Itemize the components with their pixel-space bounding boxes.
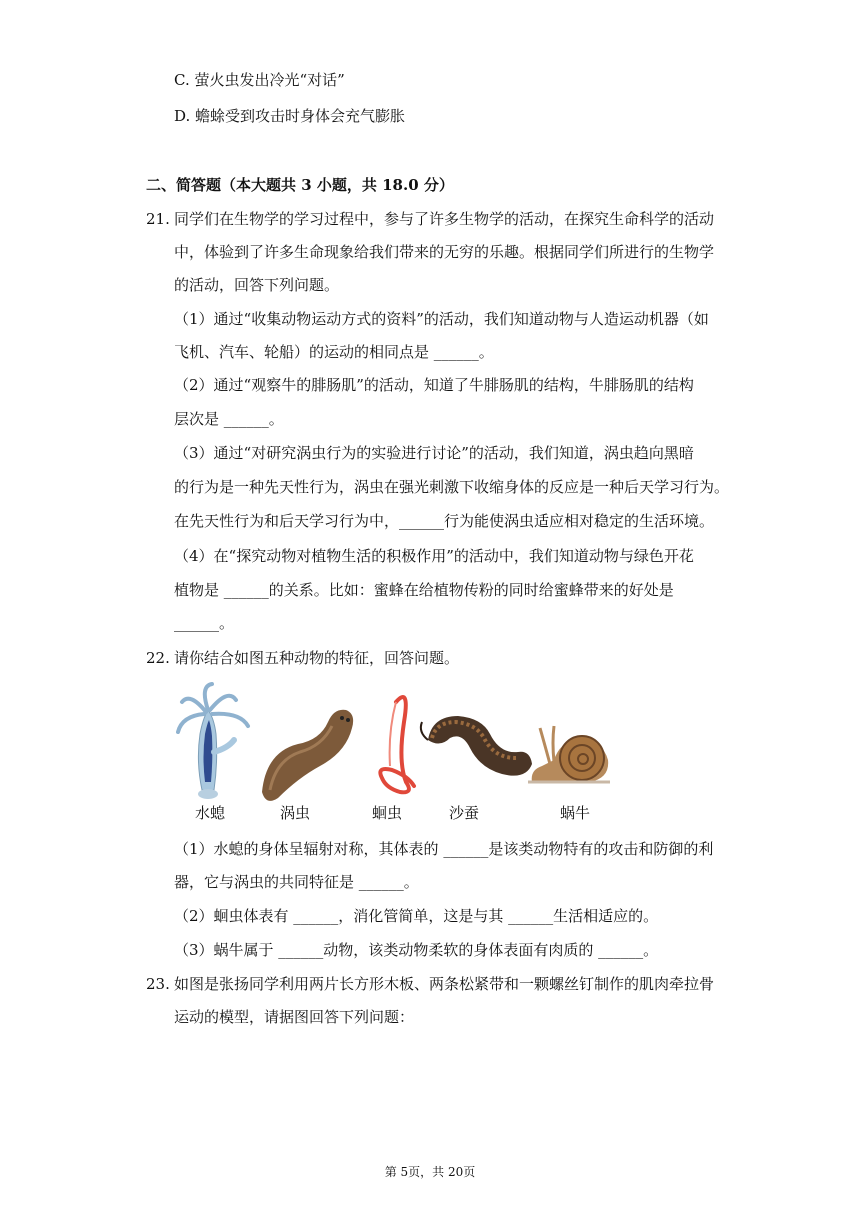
q21-part3-line-b: 的行为是一种先天性行为，涡虫在强光刺激下收缩身体的反应是一种后天学习行为。 <box>174 478 730 496</box>
q21-part1-line-a: （1）通过“收集动物运动方式的资料”的活动，我们知道动物与人造运动机器（如 <box>174 310 709 328</box>
planarian-illustration <box>262 710 353 801</box>
page-footer: 第 5页，共 20页 <box>384 1165 476 1179</box>
q22-part2: （2）蛔虫体表有 ______，消化管简单，这是与其 ______生活相适应的。 <box>174 907 659 925</box>
q21-part1-line-b: 飞机、汽车、轮船）的运动的相同点是 ______。 <box>174 343 494 361</box>
option-d: D. 蟾蜍受到攻击时身体会充气膨胀 <box>174 107 406 125</box>
animal-label-clamworm: 沙蚕 <box>449 804 480 822</box>
q21-line-1: 同学们在生物学的学习过程中，参与了许多生物学的活动，在探究生命科学的活动 <box>174 210 715 228</box>
q21-part3-line-a: （3）通过“对研究涡虫行为的实验进行讨论”的活动，我们知道，涡虫趋向黑暗 <box>174 444 694 462</box>
q22-part1-line-b: 器，它与涡虫的共同特征是 ______。 <box>174 873 419 891</box>
q22-part3: （3）蜗牛属于 ______动物，该类动物柔软的身体表面有肉质的 ______。 <box>174 941 659 959</box>
question-number-21: 21. <box>146 210 170 228</box>
q23-line-2: 运动的模型，请据图回答下列问题： <box>174 1008 415 1026</box>
q21-line-2: 中，体验到了许多生命现象给我们带来的无穷的乐趣。根据同学们所进行的生物学 <box>174 243 715 261</box>
q23-line-1: 如图是张扬同学利用两片长方形木板、两条松紧带和一颗螺丝钉制作的肌肉牵拉骨 <box>174 975 715 993</box>
question-number-22: 22. <box>146 649 170 667</box>
section-heading: 二、简答题（本大题共 3 小题，共 18.0 分） <box>146 176 454 194</box>
animal-label-snail: 蜗牛 <box>560 804 591 822</box>
option-c: C. 萤火虫发出冷光“对话” <box>174 71 345 89</box>
animal-label-roundworm: 蛔虫 <box>372 804 403 822</box>
q21-part4-line-b: 植物是 ______的关系。比如：蜜蜂在给植物传粉的同时给蜜蜂带来的好处是 <box>174 581 674 599</box>
q22-line-1: 请你结合如图五种动物的特征，回答问题。 <box>174 649 460 667</box>
q21-part2-line-b: 层次是 ______。 <box>174 410 284 428</box>
q21-part4-line-c: ______。 <box>174 614 235 632</box>
roundworm-illustration <box>380 697 414 792</box>
question-number-23: 23. <box>146 975 170 993</box>
q21-line-3: 的活动，回答下列问题。 <box>174 276 340 294</box>
hydra-illustration <box>178 684 248 799</box>
animal-label-hydra: 水螅 <box>195 804 226 822</box>
clamworm-illustration <box>421 716 532 776</box>
q21-part2-line-a: （2）通过“观察牛的腓肠肌”的活动，知道了牛腓肠肌的结构，牛腓肠肌的结构 <box>174 376 694 394</box>
q22-part1-line-a: （1）水螅的身体呈辐射对称，其体表的 ______是该类动物特有的攻击和防御的利 <box>174 840 714 858</box>
snail-illustration <box>528 726 610 782</box>
q21-part3-line-c: 在先天性行为和后天学习行为中，______行为能使涡虫适应相对稳定的生活环境。 <box>174 512 715 530</box>
animal-label-planarian: 涡虫 <box>280 804 311 822</box>
q21-part4-line-a: （4）在“探究动物对植物生活的积极作用”的活动中，我们知道动物与绿色开花 <box>174 547 694 565</box>
